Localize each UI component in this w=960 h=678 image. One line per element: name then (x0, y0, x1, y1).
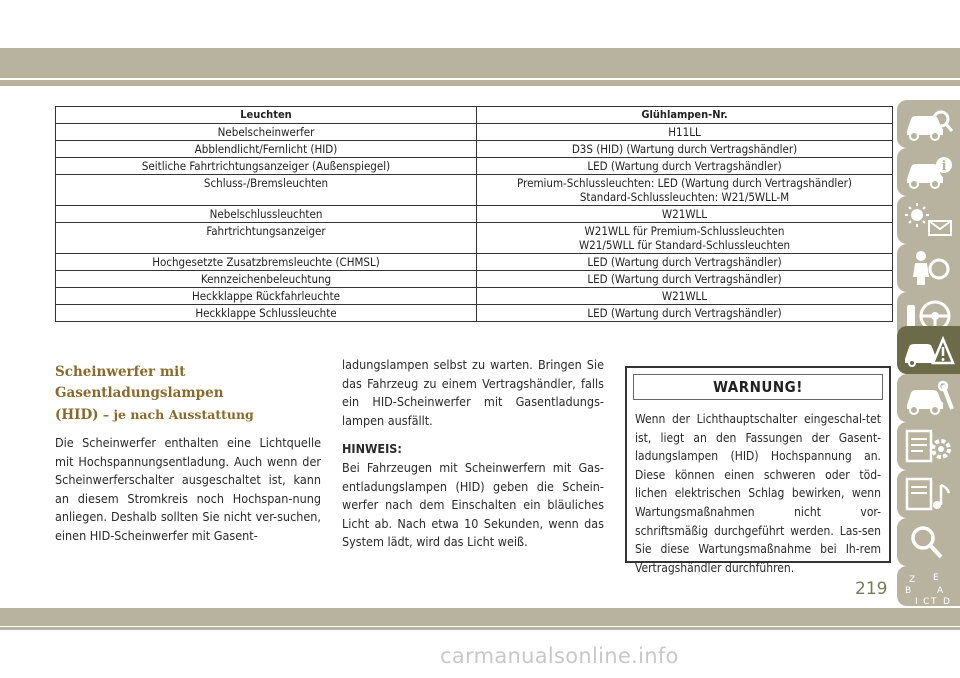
table-cell: Seitliche Fahrtrichtungsanzeiger (Außenspiegel) (56, 158, 477, 175)
table-row (56, 141, 893, 158)
body-paragraph: Die Scheinwerfer enthalten eine Lichtquelle mit Hochspannungsentladung. Auch wenn der Scheinwerferschalter ausgeschaltet ist, kann an diesem Stromkreis noch Hochspan-nung anliegen. Deshalb sollten Sie nicht ver-suchen, einen HID-Scheinwerfer mit Gasent- (55, 435, 321, 543)
airbag-person-icon (903, 249, 955, 287)
tab-search[interactable] (897, 518, 960, 566)
page-number: 219 (855, 579, 888, 599)
top-header-band (0, 48, 960, 78)
svg-text:Z: Z (909, 575, 916, 585)
table-row (56, 158, 893, 175)
table-cell: LED (Wartung durch Vertragshändler) (477, 305, 893, 322)
car-search-icon (903, 105, 955, 143)
car-info-icon (903, 153, 955, 191)
table-cell: Schluss-/Bremsleuchten (56, 175, 477, 206)
table-cell: W21WLL für Premium-Schlussleuchten W21/5WLL für Standard-Schlussleuchten (477, 223, 893, 254)
bulb-table (55, 106, 893, 322)
svg-text:C: C (923, 597, 930, 607)
section-heading-subtitle: – je nach Ausstattung (98, 407, 254, 422)
tab-car-search[interactable] (897, 100, 960, 148)
table-cell: W21WLL (477, 288, 893, 305)
text-column-left (55, 362, 321, 546)
tab-car-info[interactable] (897, 148, 960, 196)
table-row (56, 288, 893, 305)
svg-text:B: B (905, 586, 912, 596)
tab-specifications[interactable] (897, 422, 960, 470)
section-heading-hid: (HID) (55, 407, 99, 423)
table-header-row (56, 107, 893, 124)
column-header-bulb-number: Glühlampen-Nr. (477, 107, 893, 124)
tab-car-maintenance[interactable] (897, 374, 960, 422)
car-wrench-icon (903, 379, 955, 417)
table-row (56, 254, 893, 271)
tab-index[interactable] (897, 566, 960, 606)
table-cell: LED (Wartung durch Vertragshändler) (477, 158, 893, 175)
table-row (56, 124, 893, 141)
table-cell: W21WLL (477, 206, 893, 223)
search-icon (903, 523, 955, 561)
table-cell: D3S (HID) (Wartung durch Vertragshändler) (477, 141, 893, 158)
column-header-lights: Leuchten (56, 107, 477, 124)
tab-warning-lights[interactable] (897, 196, 960, 244)
multimedia-note-icon (903, 475, 955, 513)
table-cell: Fahrtrichtungsanzeiger (56, 223, 477, 254)
svg-text:D: D (943, 597, 950, 607)
tab-multimedia[interactable] (897, 470, 960, 518)
text-column-middle (342, 356, 604, 552)
table-row (56, 223, 893, 254)
svg-text:A: A (937, 586, 944, 596)
bottom-footer-stripe (0, 627, 960, 630)
note-text: Bei Fahrzeugen mit Scheinwerfern mit Gas-entladungslampen (HID) geben die Schein-werfer nach dem Einschalten ein bläuliches Licht ab. Nach etwa 10 Sekunden, wenn das System lädt, wird das Licht weiß. (342, 459, 604, 550)
warning-text: Wenn der Lichthauptschalter eingeschal-tet ist, liegt an den Fassungen der Gasent-ladungslampen (HID) Hochspannung an. Diese können einen schweren oder töd-lichen elektrischen Schlag bewirken, wenn Wartungsmaßnahmen nicht vor-schriftsmäßig durchgeführt werden. Las-sen Sie diese Wartungsmaßnahme bei Ih-rem Vertragshändler durchführen. (635, 412, 881, 575)
table-cell: Abblendlicht/Fernlicht (HID) (56, 141, 477, 158)
table-cell: LED (Wartung durch Vertragshändler) (477, 254, 893, 271)
note-label: HINWEIS: (342, 441, 402, 457)
table-cell: H11LL (477, 124, 893, 141)
section-heading (55, 362, 321, 426)
tab-roadside-emergency[interactable] (897, 326, 960, 374)
table-cell: Heckklappe Schlussleuchte (56, 305, 477, 322)
section-heading-line1: Scheinwerfer mit Gasentladungslampen (55, 364, 224, 401)
table-row (56, 305, 893, 322)
table-cell: Heckklappe Rückfahrleuchte (56, 288, 477, 305)
warning-box (625, 366, 891, 575)
table-cell: LED (Wartung durch Vertragshändler) (477, 271, 893, 288)
index-letters-icon (903, 571, 955, 607)
table-cell: Nebelscheinwerfer (56, 124, 477, 141)
specifications-gear-icon (903, 427, 955, 465)
table-row (56, 271, 893, 288)
top-header-stripe (0, 80, 960, 86)
watermark: carmanualsonline.info (440, 644, 679, 668)
svg-text:T: T (931, 597, 937, 607)
svg-text:E: E (933, 573, 939, 583)
svg-text:i: i (941, 159, 947, 174)
table-cell: Nebelschlussleuchten (56, 206, 477, 223)
warning-title: WARNUNG! (633, 374, 883, 400)
table-cell: Premium-Schlussleuchten: LED (Wartung durch Vertragshändler) Standard-Schlussleuchten: W21/5WLL-M (477, 175, 893, 206)
table-row (56, 206, 893, 223)
table-row (56, 175, 893, 206)
table-cell: Hochgesetzte Zusatzbremsleuchte (CHMSL) (56, 254, 477, 271)
bottom-footer-band (0, 608, 960, 626)
tab-airbag-safety[interactable] (897, 244, 960, 292)
svg-text:I: I (915, 597, 918, 607)
body-paragraph-continued: ladungslampen selbst zu warten. Bringen Sie das Fahrzeug zu einem Vertragshändler, falls ein HID-Scheinwerfer mit Gasentladungs-lampen ausfällt. (342, 357, 604, 428)
warning-lights-icon (903, 201, 955, 239)
table-cell: Kennzeichenbeleuchtung (56, 271, 477, 288)
roadside-emergency-icon (903, 331, 955, 369)
